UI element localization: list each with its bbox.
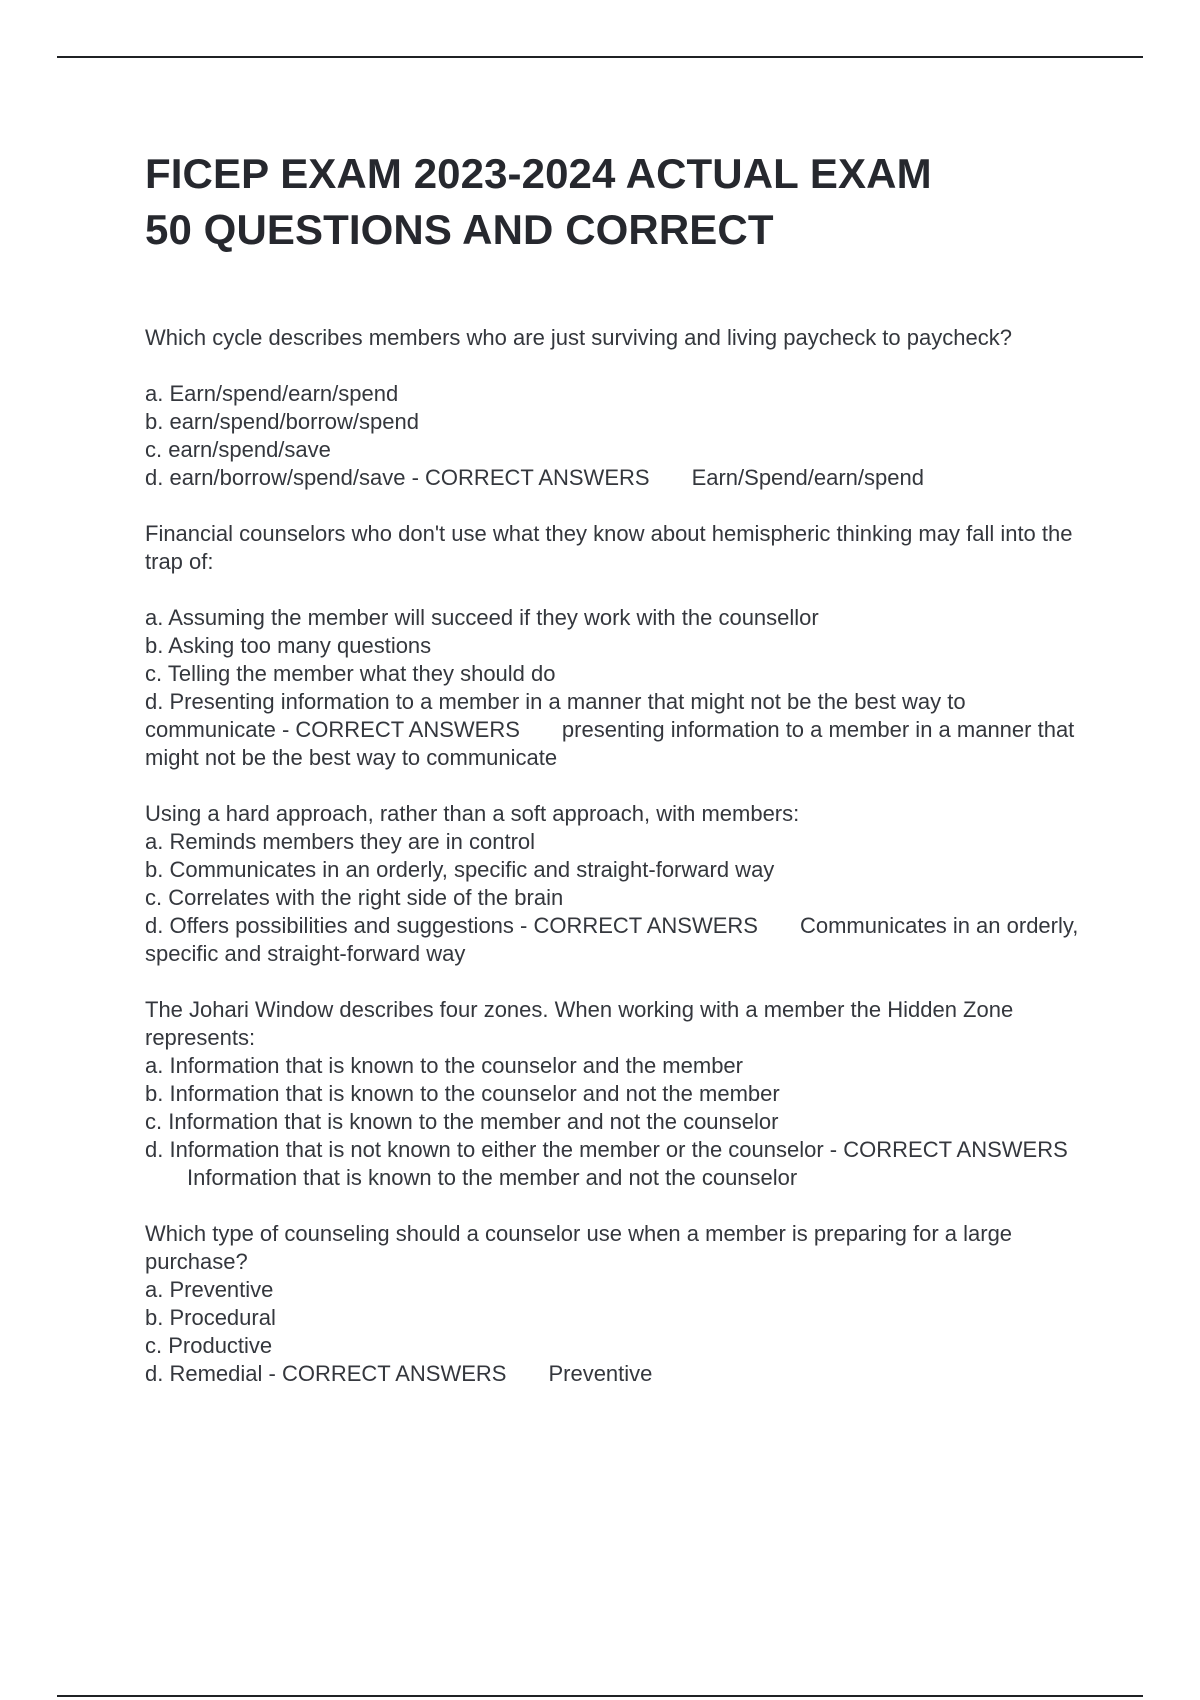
question-1-option-b: b. earn/spend/borrow/spend <box>145 409 419 434</box>
question-2-correct-answer: presenting information to a member in a manner that might not be the best way to communicate <box>145 717 1081 770</box>
question-4-option-a: a. Information that is known to the counselor and the member <box>145 1053 743 1078</box>
question-5-option-d: d. Remedial - CORRECT ANSWERS <box>145 1361 507 1386</box>
question-2-option-c: c. Telling the member what they should do <box>145 661 556 686</box>
question-5-options <box>145 1276 1085 1388</box>
question-5-stem: Which type of counseling should a counselor use when a member is preparing for a large purchase? <box>145 1221 1013 1274</box>
question-4-option-d: d. Information that is not known to either the member or the counselor - CORRECT ANSWERS <box>145 1137 1068 1162</box>
question-4-option-d-answer <box>145 1136 1085 1192</box>
document-title <box>145 146 1085 258</box>
question-3-stem: Using a hard approach, rather than a soft approach, with members: <box>145 801 800 826</box>
question-1-option-d-answer <box>145 464 1085 492</box>
header-rule <box>57 56 1143 58</box>
question-3 <box>145 800 1085 968</box>
question-list <box>145 324 1085 1388</box>
question-3-options <box>145 828 1085 968</box>
footer-rule <box>57 1695 1143 1697</box>
question-3-option-b: b. Communicates in an orderly, specific and straight-forward way <box>145 857 775 882</box>
question-1-option-a: a. Earn/spend/earn/spend <box>145 381 399 406</box>
question-4-option-c: c. Information that is known to the member and not the counselor <box>145 1109 779 1134</box>
question-4 <box>145 996 1085 1192</box>
question-1-stem: Which cycle describes members who are just surviving and living paycheck to paycheck? <box>145 325 1012 350</box>
question-3-option-d: d. Offers possibilities and suggestions - CORRECT ANSWERS <box>145 913 758 938</box>
title-line-1: FICEP EXAM 2023-2024 ACTUAL EXAM <box>145 150 932 197</box>
question-3-option-a: a. Reminds members they are in control <box>145 829 536 854</box>
question-5-correct-answer: Preventive <box>548 1361 653 1386</box>
question-4-option-b: b. Information that is known to the counselor and not the member <box>145 1081 780 1106</box>
question-3-correct-answer: Communicates in an orderly, specific and straight-forward way <box>145 913 1085 966</box>
question-1-option-c: c. earn/spend/save <box>145 437 331 462</box>
question-1 <box>145 324 1085 492</box>
question-5-option-a: a. Preventive <box>145 1277 274 1302</box>
question-4-options <box>145 1052 1085 1192</box>
question-5-option-c: c. Productive <box>145 1333 273 1358</box>
question-1-options <box>145 380 1085 492</box>
question-2-option-d: d. Presenting information to a member in a manner that might not be the best way to communicate - CORRECT ANSWERS <box>145 689 972 742</box>
question-1-correct-answer: Earn/Spend/earn/spend <box>691 465 924 490</box>
question-2-stem: Financial counselors who don't use what they know about hemispheric thinking may fall into the trap of: <box>145 521 1073 574</box>
question-3-option-c: c. Correlates with the right side of the brain <box>145 885 564 910</box>
question-3-option-d-answer <box>145 912 1085 968</box>
question-1-option-d: d. earn/borrow/spend/save - CORRECT ANSWERS <box>145 465 650 490</box>
question-4-stem: The Johari Window describes four zones. When working with a member the Hidden Zone represents: <box>145 997 1014 1050</box>
question-5 <box>145 1220 1085 1388</box>
question-2-options <box>145 604 1085 772</box>
question-2-option-a: a. Assuming the member will succeed if they work with the counsellor <box>145 605 819 630</box>
title-line-2: 50 QUESTIONS AND CORRECT <box>145 206 774 253</box>
question-2 <box>145 520 1085 772</box>
question-2-option-d-answer <box>145 688 1085 772</box>
question-5-option-d-answer <box>145 1360 1085 1388</box>
question-5-option-b: b. Procedural <box>145 1305 276 1330</box>
question-2-option-b: b. Asking too many questions <box>145 633 432 658</box>
document-page <box>145 146 1085 1416</box>
question-4-correct-answer: Information that is known to the member and not the counselor <box>187 1165 798 1190</box>
